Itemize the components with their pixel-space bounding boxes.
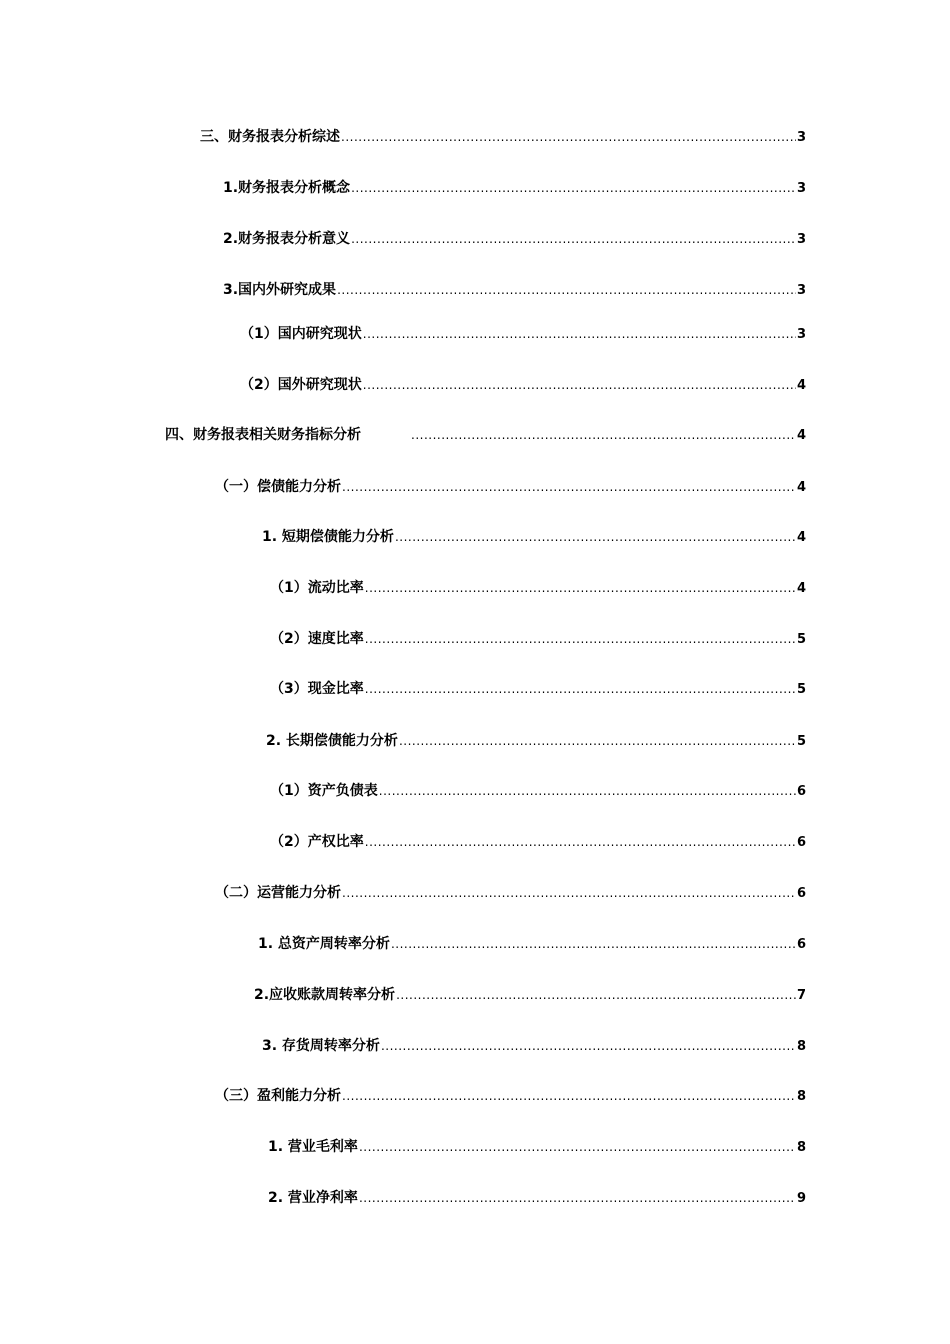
toc-entry-title: 三、财务报表分析综述: [200, 129, 340, 145]
toc-entry-title: （1）流动比率: [270, 580, 364, 596]
toc-entry-title: （3）现金比率: [270, 681, 364, 697]
toc-leader-dots: [363, 376, 796, 394]
toc-entry-4-1-2-1[interactable]: [270, 782, 806, 800]
toc-leader-dots: [399, 732, 796, 750]
toc-entry-4-3-2[interactable]: [268, 1189, 806, 1207]
toc-entry-4-1-1-2[interactable]: [270, 630, 806, 648]
toc-entry-section-4[interactable]: [165, 426, 806, 444]
toc-entry-title: 四、财务报表相关财务指标分析: [165, 427, 361, 443]
toc-entry-page-number: 3: [796, 232, 806, 247]
toc-entry-title: （2）国外研究现状: [240, 377, 362, 393]
toc-entry-page-number: 6: [796, 835, 806, 850]
toc-entry-title: 2. 营业净利率: [268, 1190, 358, 1206]
toc-entry-title: 3.国内外研究成果: [223, 282, 337, 298]
toc-leader-dots: [365, 630, 796, 648]
toc-leader-dots: [379, 782, 796, 800]
toc-entry-4-1-1-3[interactable]: [270, 680, 806, 698]
toc-entry-page-number: 6: [796, 784, 806, 799]
toc-entry-page-number: 4: [796, 581, 806, 596]
toc-leader-dots: [363, 325, 796, 343]
toc-leader-dots: [411, 426, 796, 444]
toc-entry-title: 1. 营业毛利率: [268, 1139, 358, 1155]
toc-leader-dots: [365, 833, 796, 851]
toc-entry-4-1-1-1[interactable]: [270, 579, 806, 597]
toc-entry-page-number: 5: [796, 734, 806, 749]
toc-entry-page-number: 8: [796, 1039, 806, 1054]
toc-leader-dots: [396, 986, 796, 1004]
toc-entry-4-1-1[interactable]: [262, 528, 806, 546]
toc-entry-title: （三）盈利能力分析: [215, 1088, 341, 1104]
toc-entry-title: （2）产权比率: [270, 834, 364, 850]
toc-entry-page-number: 6: [796, 886, 806, 901]
toc-entry-page-number: 8: [796, 1140, 806, 1155]
toc-entry-title: （2）速度比率: [270, 631, 364, 647]
toc-leader-dots: [365, 680, 796, 698]
toc-entry-page-number: 8: [796, 1089, 806, 1104]
toc-entry-3-3-1[interactable]: [240, 325, 806, 343]
toc-entry-title: （1）资产负债表: [270, 783, 378, 799]
toc-leader-dots: [342, 478, 796, 496]
toc-entry-3-3[interactable]: [223, 281, 806, 299]
toc-leader-dots: [395, 528, 796, 546]
toc-entry-4-3-1[interactable]: [268, 1138, 806, 1156]
toc-entry-title: （一）偿债能力分析: [215, 479, 341, 495]
toc-entry-4-2-3[interactable]: [262, 1037, 806, 1055]
toc-entry-title: 3. 存货周转率分析: [262, 1038, 380, 1054]
toc-entry-4-3[interactable]: [215, 1087, 806, 1105]
toc-entry-4-1-2[interactable]: [266, 732, 806, 750]
toc-entry-4-2-2[interactable]: [254, 986, 806, 1004]
toc-leader-dots: [337, 281, 796, 299]
toc-leader-dots: [359, 1138, 796, 1156]
toc-entry-page-number: 3: [796, 181, 806, 196]
toc-entry-title: 2. 长期偿债能力分析: [266, 733, 398, 749]
toc-entry-page-number: 3: [796, 327, 806, 342]
toc-entry-page-number: 4: [796, 428, 806, 443]
toc-entry-title: 1.财务报表分析概念: [223, 180, 351, 196]
toc-entry-page-number: 3: [796, 130, 806, 145]
toc-entry-3-1[interactable]: [223, 179, 806, 197]
toc-entry-page-number: 4: [796, 480, 806, 495]
toc-entry-title: 1. 总资产周转率分析: [258, 936, 390, 952]
toc-entry-4-2[interactable]: [215, 884, 806, 902]
toc-entry-page-number: 4: [796, 378, 806, 393]
toc-entry-title: 2.财务报表分析意义: [223, 231, 351, 247]
toc-leader-dots: [342, 1087, 796, 1105]
toc-entry-page-number: 4: [796, 530, 806, 545]
toc-entry-page-number: 5: [796, 632, 806, 647]
toc-entry-3-3-2[interactable]: [240, 376, 806, 394]
toc-leader-dots: [359, 1189, 796, 1207]
toc-entry-4-1[interactable]: [215, 478, 806, 496]
toc-entry-3-2[interactable]: [223, 230, 806, 248]
toc-leader-dots: [381, 1037, 796, 1055]
toc-entry-page-number: 7: [796, 988, 806, 1003]
toc-leader-dots: [351, 179, 796, 197]
toc-entry-4-1-2-2[interactable]: [270, 833, 806, 851]
toc-leader-dots: [365, 579, 796, 597]
toc-leader-dots: [341, 128, 796, 146]
toc-entry-page-number: 3: [796, 283, 806, 298]
toc-leader-dots: [391, 935, 796, 953]
toc-leader-dots: [351, 230, 796, 248]
toc-entry-page-number: 9: [796, 1191, 806, 1206]
toc-entry-title: （1）国内研究现状: [240, 326, 362, 342]
toc-entry-section-3[interactable]: [200, 128, 806, 146]
toc-leader-dots: [342, 884, 796, 902]
toc-entry-4-2-1[interactable]: [258, 935, 806, 953]
toc-entry-title: （二）运营能力分析: [215, 885, 341, 901]
toc-entry-page-number: 5: [796, 682, 806, 697]
toc-entry-page-number: 6: [796, 937, 806, 952]
toc-entry-title: 2.应收账款周转率分析: [254, 987, 396, 1003]
toc-entry-title: 1. 短期偿债能力分析: [262, 529, 394, 545]
